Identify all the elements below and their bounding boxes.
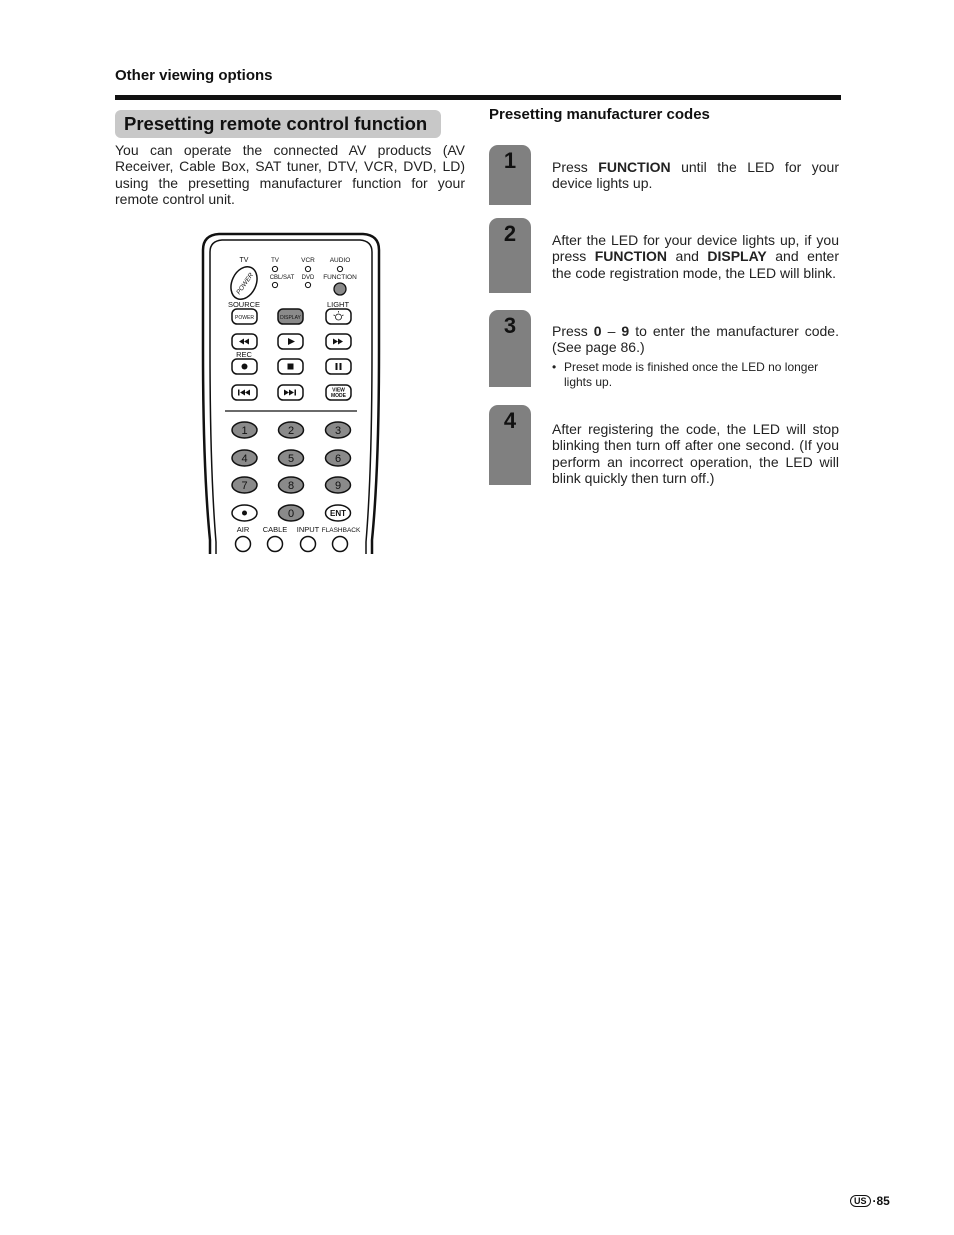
digit-0-label: 0 (287, 508, 295, 520)
digit-1-label: 1 (241, 425, 248, 437)
digit-8-label: 8 (287, 480, 295, 492)
rec-label: REC (236, 350, 252, 359)
digit-2-label: 2 (287, 425, 295, 437)
mode-dvd-label: DVD (301, 275, 315, 281)
digit-5-label: 5 (287, 453, 295, 465)
air-button[interactable] (236, 537, 251, 552)
step-1-box (489, 145, 531, 205)
cable-label: CABLE (262, 525, 288, 534)
title-box (115, 110, 441, 138)
ent-label: ENT (330, 509, 346, 518)
led-tv (272, 266, 277, 271)
step-2-number: 2 (503, 221, 517, 246)
skip-forward-icon (284, 390, 296, 396)
remote-drawing (195, 230, 387, 556)
rewind-icon (239, 339, 249, 345)
skip-back-icon (238, 390, 250, 396)
flashback-label: FLASHBACK (321, 527, 361, 534)
view-mode-text-2: MODE (331, 393, 346, 399)
stop-icon (288, 364, 294, 370)
step-2-box (489, 218, 531, 293)
step-3-number: 3 (503, 313, 517, 338)
led-cblsat (272, 282, 277, 287)
view-mode-text-1: VIEW (332, 387, 345, 394)
page-title: Presetting remote control function (124, 113, 428, 134)
section-header: Other viewing options (115, 67, 273, 84)
play-icon (288, 338, 295, 345)
input-button[interactable] (301, 537, 316, 552)
function-button[interactable] (334, 283, 346, 295)
mode-audio-label: AUDIO (329, 257, 351, 264)
step-3-text: Press 0 – 9 to enter the manufacturer code. (See page 86.) (552, 323, 839, 356)
step-2-text: After the LED for your device lights up, if you press FUNCTION and DISPLAY and enter the code registration mode, the LED will blink. (552, 232, 839, 281)
step-1-text: Press FUNCTION until the LED for your device lights up. (552, 159, 839, 192)
remote-illustration (195, 230, 387, 561)
input-label: INPUT (296, 525, 320, 534)
fast-forward-icon (333, 339, 343, 345)
header-rule (115, 95, 841, 100)
air-label: AIR (236, 525, 250, 534)
led-dvd (305, 282, 310, 287)
digit-7-label: 7 (241, 480, 248, 492)
step-1-number: 1 (503, 148, 517, 173)
step-3-note: • Preset mode is finished once the LED no longer lights up. (552, 360, 819, 389)
step-3-box (489, 310, 531, 387)
function-label: FUNCTION (323, 274, 357, 281)
led-vcr (305, 266, 310, 271)
mode-tv-label: TV (271, 258, 279, 264)
region-badge: US (850, 1195, 871, 1207)
source-label: SOURCE (227, 300, 261, 309)
flashback-button[interactable] (333, 537, 348, 552)
mode-vcr-label: VCR (301, 257, 315, 264)
source-power-text: POWER (235, 315, 254, 321)
pause-button[interactable] (326, 359, 351, 374)
display-text: DISPLAY (280, 315, 301, 321)
page-number: US ·85 (850, 1194, 890, 1208)
step-4-text: After registering the code, the LED will stop blinking then turn off after one second. (If you perform an incorrect operation, the LED will blink quickly then turn off.) (552, 421, 839, 486)
pause-icon (336, 363, 342, 370)
digit-3-label: 3 (334, 425, 342, 437)
tv-label: TV (239, 257, 249, 264)
mode-cblsat-label: CBL/SAT (269, 275, 295, 281)
right-heading: Presetting manufacturer codes (489, 106, 710, 123)
rec-icon (242, 364, 248, 370)
cable-button[interactable] (268, 537, 283, 552)
power-label: POWER (235, 271, 256, 296)
digit-4-label: 4 (241, 453, 248, 465)
step-4-number: 4 (503, 408, 517, 433)
light-label: LIGHT (326, 300, 350, 309)
digit-6-label: 6 (334, 453, 342, 465)
dot-icon (242, 511, 247, 516)
light-icon (334, 311, 344, 320)
step-4-box (489, 405, 531, 485)
digit-9-label: 9 (334, 480, 342, 492)
intro-paragraph: You can operate the connected AV products (AV Receiver, Cable Box, SAT tuner, DTV, VCR, DVD, LD) using the presetting manufacturer function for your remote control unit. (115, 142, 465, 207)
led-audio (337, 266, 342, 271)
number-pad (232, 422, 351, 521)
